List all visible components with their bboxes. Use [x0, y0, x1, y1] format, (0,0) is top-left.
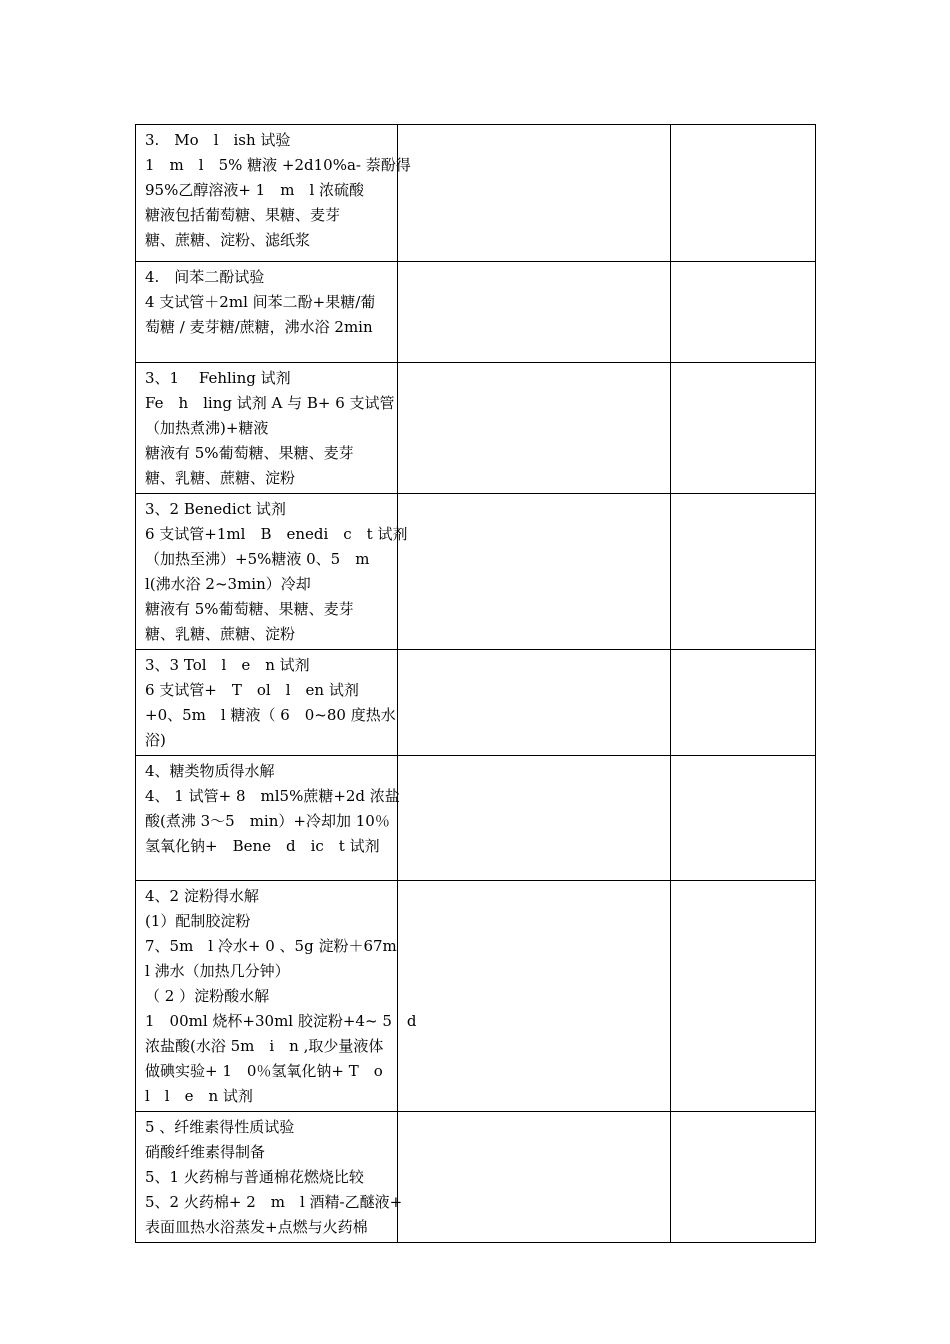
procedure-line: 表面皿热水浴蒸发+点燃与火药棉: [145, 1218, 368, 1236]
procedure-line: l(沸水浴 2~3min）冷却: [145, 575, 311, 593]
table-row: [136, 881, 816, 1112]
table-row: [136, 494, 816, 650]
procedure-cell: [136, 494, 408, 650]
procedure-line: 5 、纤维素得性质试验: [145, 1118, 295, 1136]
table-row: [136, 262, 816, 363]
procedure-line: 糖、蔗糖、淀粉、滤纸浆: [145, 231, 311, 249]
procedure-line: (1）配制胶淀粉: [145, 912, 251, 930]
procedure-line: 4、 1 试管+ 8 ml5%蔗糖+2d 浓盐: [145, 787, 400, 805]
procedure-cell: [136, 881, 417, 1112]
procedure-line: 5、1 火药棉与普通棉花燃烧比较: [145, 1168, 364, 1186]
procedure-line: 4、2 淀粉得水解: [145, 887, 259, 905]
procedure-line: 95%乙醇溶液+ 1 m l 浓硫酸: [145, 181, 365, 199]
table-row: [136, 650, 816, 756]
procedure-line: 硝酸纤维素得制备: [145, 1143, 266, 1161]
procedure-line: （加热至沸）+5%糖液 0、5 m: [145, 550, 370, 568]
table-body: [136, 125, 816, 1243]
procedure-cell: [136, 756, 398, 881]
procedure-line: 6 支试管+1ml B enedi c t 试剂: [145, 525, 408, 543]
procedure-line: 3、2 Benedict 试剂: [145, 500, 286, 518]
procedure-line: 3. Mo l ish 试验: [145, 131, 291, 149]
procedure-line: （ 2 ）淀粉酸水解: [145, 987, 270, 1005]
procedure-line: 5、2 火药棉+ 2 m l 酒精-乙醚液+: [145, 1193, 403, 1211]
procedure-line: 6 支试管+ T ol l en 试剂: [145, 681, 359, 699]
observation-cell: [398, 494, 671, 650]
observation-cell: [398, 650, 671, 756]
procedure-line: 糖液有 5%葡萄糖、果糖、麦芽: [145, 600, 354, 618]
procedure-line: （加热煮沸)+糖液: [145, 419, 269, 437]
procedure-cell: [136, 1112, 403, 1243]
procedure-line: 糖、乳糖、蔗糖、淀粉: [145, 469, 296, 487]
procedure-line: 3、1 Fehling 试剂: [145, 369, 291, 387]
procedure-line: Fe h ling 试剂 A 与 B+ 6 支试管: [145, 394, 395, 412]
procedure-line: 4. 间苯二酚试验: [145, 268, 265, 286]
procedure-line: 3、3 Tol l e n 试剂: [145, 656, 310, 674]
procedure-line: 酸(煮沸 3～5 min）+冷却加 10％: [145, 812, 390, 830]
table-row: [136, 1112, 816, 1243]
procedure-line: 4 支试管＋2ml 间苯二酚+果糖/葡: [145, 293, 376, 311]
procedure-line: 糖液包括葡萄糖、果糖、麦芽: [145, 206, 341, 224]
result-cell: [671, 262, 816, 363]
result-cell: [671, 881, 816, 1112]
observation-cell: [398, 363, 671, 494]
procedure-line: 氢氧化钠+ Bene d ic t 试剂: [145, 837, 380, 855]
procedure-line: +0、5m l 糖液（ 6 0~80 度热水: [145, 706, 396, 724]
procedure-line: 浴): [145, 731, 166, 749]
procedure-line: 7、5m l 冷水+ 0 、5g 淀粉＋67m: [145, 937, 397, 955]
result-cell: [671, 494, 816, 650]
result-cell: [671, 756, 816, 881]
result-cell: [671, 1112, 816, 1243]
procedure-cell: [136, 262, 398, 363]
observation-cell: [398, 756, 671, 881]
table-row: [136, 756, 816, 881]
observation-cell: [398, 262, 671, 363]
procedure-line: 1 00ml 烧杯+30ml 胶淀粉+4~ 5 d: [145, 1012, 417, 1030]
procedure-line: 浓盐酸(水浴 5m i n ,取少量液体: [145, 1037, 384, 1055]
result-cell: [671, 363, 816, 494]
procedure-line: 4、糖类物质得水解: [145, 762, 275, 780]
table-row: [136, 363, 816, 494]
result-cell: [671, 125, 816, 262]
observation-cell: [398, 1112, 671, 1243]
procedure-line: l 沸水（加热几分钟）: [145, 962, 290, 980]
experiment-table: [135, 124, 816, 1243]
result-cell: [671, 650, 816, 756]
observation-cell: [398, 881, 671, 1112]
procedure-line: 萄糖 / 麦芽糖/蔗糖，沸水浴 2min: [145, 318, 373, 336]
procedure-line: 做碘实验+ 1 0％氢氧化钠+ T o: [145, 1062, 383, 1080]
procedure-line: 1 m l 5% 糖液 +2d10%a- 萘酚得: [145, 156, 411, 174]
procedure-line: 糖、乳糖、蔗糖、淀粉: [145, 625, 296, 643]
procedure-line: l l e n 试剂: [145, 1087, 253, 1105]
procedure-cell: [136, 125, 411, 262]
observation-cell: [398, 125, 671, 262]
procedure-cell: [136, 363, 398, 494]
procedure-cell: [136, 650, 398, 756]
procedure-line: 糖液有 5%葡萄糖、果糖、麦芽: [145, 444, 354, 462]
table-row: [136, 125, 816, 262]
